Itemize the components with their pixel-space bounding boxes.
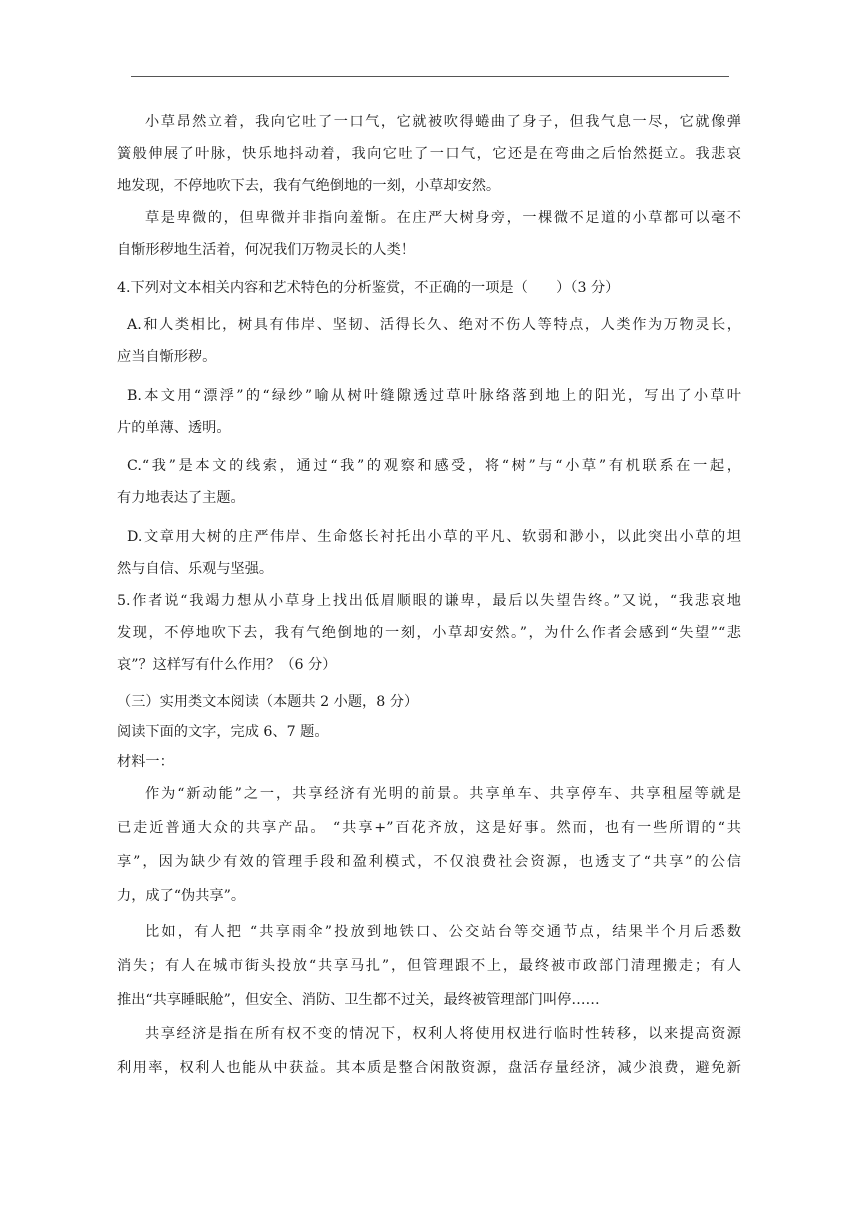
- paragraph-line: 草是卑微的，但卑微并非指向羞惭。在庄严大树身旁，一棵微不足道的小草都可以毫不: [145, 210, 741, 226]
- header-rule: [131, 76, 729, 77]
- instruction-line: 阅读下面的文字，完成 6、7 题。: [117, 724, 329, 740]
- paragraph-line: 共享经济是指在所有权不变的情况下，权利人将使用权进行临时性转移，以来提高资源: [145, 1026, 741, 1042]
- question-5-line: 哀”？这样写有什么作用？（6 分）: [117, 657, 337, 673]
- option-d-line: D.文章用大树的庄严伟岸、生命悠长衬托出小草的平凡、软弱和渺小，以此突出小草的坦: [127, 529, 741, 545]
- section-heading: （三）实用类文本阅读（本题共 2 小题，8 分）: [117, 694, 419, 710]
- paragraph-line: 簧般伸展了叶脉，快乐地抖动着，我向它吐了一口气，它还是在弯曲之后怡然挺立。我悲哀: [117, 146, 741, 162]
- option-b-line: B.本文用“漂浮”的“绿纱”喻从树叶缝隙透过草叶脉络落到地上的阳光，写出了小草叶: [127, 388, 741, 404]
- option-b-line: 片的单薄、透明。: [117, 420, 231, 436]
- option-c-line: C.“我”是本文的线索，通过“我”的观察和感受，将“树”与“小草”有机联系在一起，: [127, 458, 741, 474]
- paragraph-line: 推出“共享睡眠舱”，但安全、消防、卫生都不过关，最终被管理部门叫停……: [117, 992, 600, 1008]
- paragraph-line: 力，成了“伪共享”。: [117, 888, 246, 904]
- paragraph-line: 享”，因为缺少有效的管理手段和盈利模式，不仅浪费社会资源，也透支了“共享”的公信: [117, 854, 741, 870]
- paragraph-line: 自惭形秽地生活着，何况我们万物灵长的人类！: [117, 242, 415, 258]
- option-d-line: 然与自信、乐观与坚强。: [117, 561, 274, 577]
- paragraph-line: 小草昂然立着，我向它吐了一口气，它就被吹得蜷曲了身子，但我气息一尽，它就像弹: [145, 114, 741, 130]
- paragraph-line: 消失；有人在城市街头投放“共享马扎”，但管理跟不上，最终被市政部门清理搬走；有人: [117, 958, 741, 974]
- paragraph-line: 比如，有人把 “共享雨伞”投放到地铁口、公交站台等交通节点，结果半个月后悉数: [145, 924, 741, 940]
- option-a-line: 应当自惭形秽。: [117, 349, 217, 365]
- paragraph-line: 地发现，不停地吹下去，我有气绝倒地的一刻，小草却安然。: [117, 178, 501, 194]
- paragraph-line: 利用率，权利人也能从中获益。其本质是整合闲散资源，盘活存量经济，减少浪费，避免新: [117, 1060, 741, 1076]
- option-a-line: A.和人类相比，树具有伟岸、坚韧、活得长久、绝对不伤人等特点，人类作为万物灵长，: [127, 317, 741, 333]
- question-5-line: 发现，不停地吹下去，我有气绝倒地的一刻，小草却安然。”，为什么作者会感到“失望”“悲: [117, 625, 741, 641]
- material-label: 材料一：: [117, 754, 174, 770]
- paragraph-line: 作为“新动能”之一，共享经济有光明的前景。共享单车、共享停车、共享租屋等就是: [145, 786, 741, 802]
- paragraph-line: 已走近普通大众的共享产品。 “共享+”百花齐放，这是好事。然而，也有一些所谓的“共: [117, 820, 741, 836]
- question-5-line: 5.作者说“我竭力想从小草身上找出低眉顺眼的谦卑，最后以失望告终。”又说，“我悲哀地: [117, 593, 741, 609]
- question-4: 4.下列对文本相关内容和艺术特色的分析鉴赏，不正确的一项是（ ）（3 分）: [117, 280, 620, 296]
- option-c-line: 有力地表达了主题。: [117, 490, 245, 506]
